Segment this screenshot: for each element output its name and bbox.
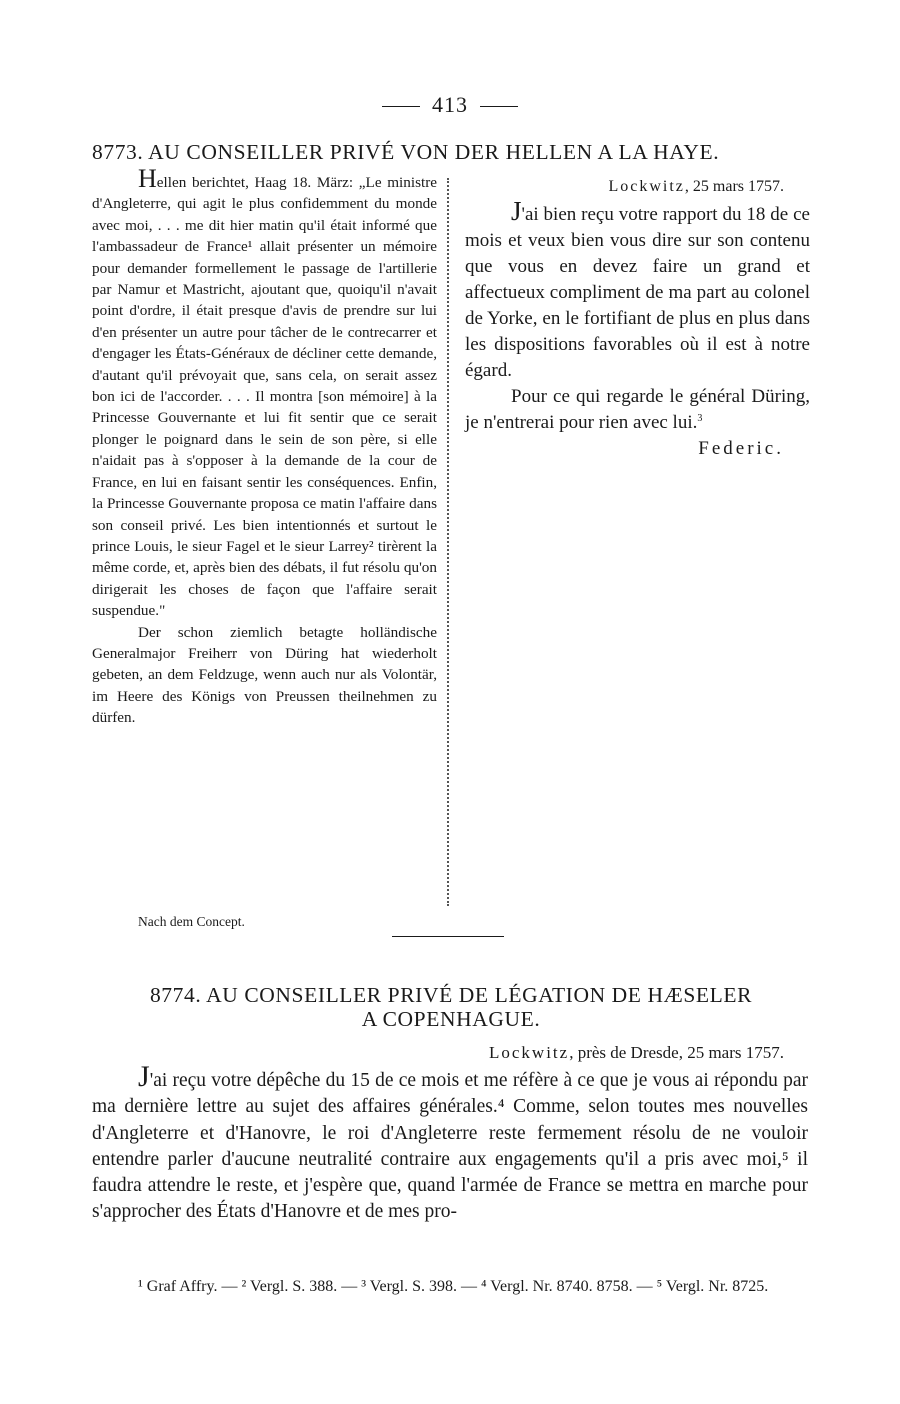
letter-8774-dateline-place: Lockwitz — [488, 1043, 570, 1062]
summary-paragraph-2: Der schon ziemlich betagte holländische Generalmajor Freiherr von Düring hat wiederholt gebeten, an dem Feldzuge, wenn auch nur als Volontär, im Heere des Königs von Preussen theilnehmen zu dürfen. — [92, 623, 437, 727]
letter-8773-dateline-place: Lockwitz — [608, 178, 685, 195]
letter-8774-dateline — [489, 1043, 784, 1063]
letter-8774-paragraph — [92, 1060, 808, 1226]
summary-dropcap: H — [138, 164, 157, 193]
letter-8773-dateline-date: , 25 mars 1757. — [684, 178, 784, 195]
footnotes-text: ¹ Graf Affry. — ² Vergl. S. 388. — ³ Vergl. S. 398. — ⁴ Vergl. Nr. 8740. 8758. — ⁵ Vergl. Nr. 8725. — [138, 1278, 769, 1295]
page-number — [0, 92, 900, 118]
page-number-dash-right — [480, 106, 518, 107]
letter-8773-summary-column — [92, 164, 437, 729]
letter-8773-paragraph-1-text: 'ai bien reçu votre rapport du 18 de ce mois et veux bien vous dire sur son contenu que vous en devez faire un grand et affectueux compliment de ma part au colonel de Yorke, en le fortifiant de plus en plus dans les dispositions favorables où il est à notre égard. — [465, 204, 810, 381]
letter-8773-heading: 8773. AU CONSEILLER PRIVÉ VON DER HELLEN A LA HAYE. — [92, 140, 720, 164]
letter-8773-text-column — [465, 176, 810, 462]
footnotes — [92, 1276, 808, 1298]
summary-paragraph-1 — [92, 164, 437, 622]
page-number-dash-left — [382, 106, 420, 107]
letter-8773-paragraph-1 — [465, 196, 810, 384]
letter-8773-signature: Federic. — [698, 438, 784, 459]
letter-8773-paragraph-2-text: Pour ce qui regarde le général Düring, je n'entrerai pour rien avec lui. — [465, 386, 810, 433]
letter-8774-dropcap: J — [138, 1060, 150, 1093]
letter-8773-dateline — [465, 176, 810, 198]
letter-8774-heading-line2: A COPENHAGUE. — [361, 1007, 541, 1031]
letter-8773-dropcap: J — [511, 196, 522, 226]
letter-8774-heading-line1: 8774. AU CONSEILLER PRIVÉ DE LÉGATION DE HÆSELER — [149, 983, 753, 1007]
letter-8774-dateline-rest: , près de Dresde, 25 mars 1757. — [569, 1043, 784, 1062]
letter-8774-heading — [92, 983, 810, 1031]
page-number-text: 413 — [432, 92, 468, 117]
letter-8774-paragraph-text: 'ai reçu votre dépêche du 15 de ce mois et me réfère à ce que je vous ai répondu par ma dernière lettre au sujet des affaires générales.⁴ Comme, selon toutes mes nouvelles d'Angleterre et d'Hanovre, le roi d'Angleterre reste fermement résolu de ne vouloir entendre parler d'aucune neutralité contraire aux engagements qu'il a pris avec moi,⁵ il faudra attendre le reste, et j'espère que, quand l'armée de France se mettra en marche pour s'approcher des États d'Hanovre et de mes pro- — [92, 1070, 808, 1223]
letter-8774-body — [92, 1060, 808, 1226]
column-divider — [447, 178, 449, 906]
section-rule — [392, 936, 504, 937]
summary-paragraph-1-text: ellen berichtet, Haag 18. März: „Le ministre d'Angleterre, qui agit le plus confidemment du monde avec moi, . . . me dit hier matin qu'il était informé que l'ambassadeur de France¹ allait présenter un mémoire pour demander formellement le passage de l'artillerie par Namur et Mastricht, ajoutant que, quoiqu'il n'avait point d'ordre, il était presque d'avis de prendre sur lui d'en présenter un autre pour tâcher de le contrecarrer et d'engager les États-Généraux de décliner cette demande, d'autant qu'il prévoyait que, sans cela, on serait assez bon ici de l'accorder. . . . Il montra [son mémoire] à la Princesse Gouvernante et lui fit sentir que ce serait plonger le poignard dans le sein de son père, si elle n'aidait pas à s'opposer à la demande de la cour de France, en lui en faisant sentir les conséquences. Enfin, la Princesse Gouvernante proposa ce matin l'affaire dans son conseil privé. Les bien intentionnés et surtout le prince Louis, le sieur Fagel et le sieur Larrey² tirèrent la même corde, et, après bien des débats, il fut résolu qu'on dirigerait les choses de façon que l'affaire serait suspendue." — [92, 174, 437, 620]
source-note: Nach dem Concept. — [138, 914, 245, 929]
letter-8773-paragraph-2 — [465, 384, 810, 436]
footnote-ref-3: 3 — [697, 413, 703, 424]
